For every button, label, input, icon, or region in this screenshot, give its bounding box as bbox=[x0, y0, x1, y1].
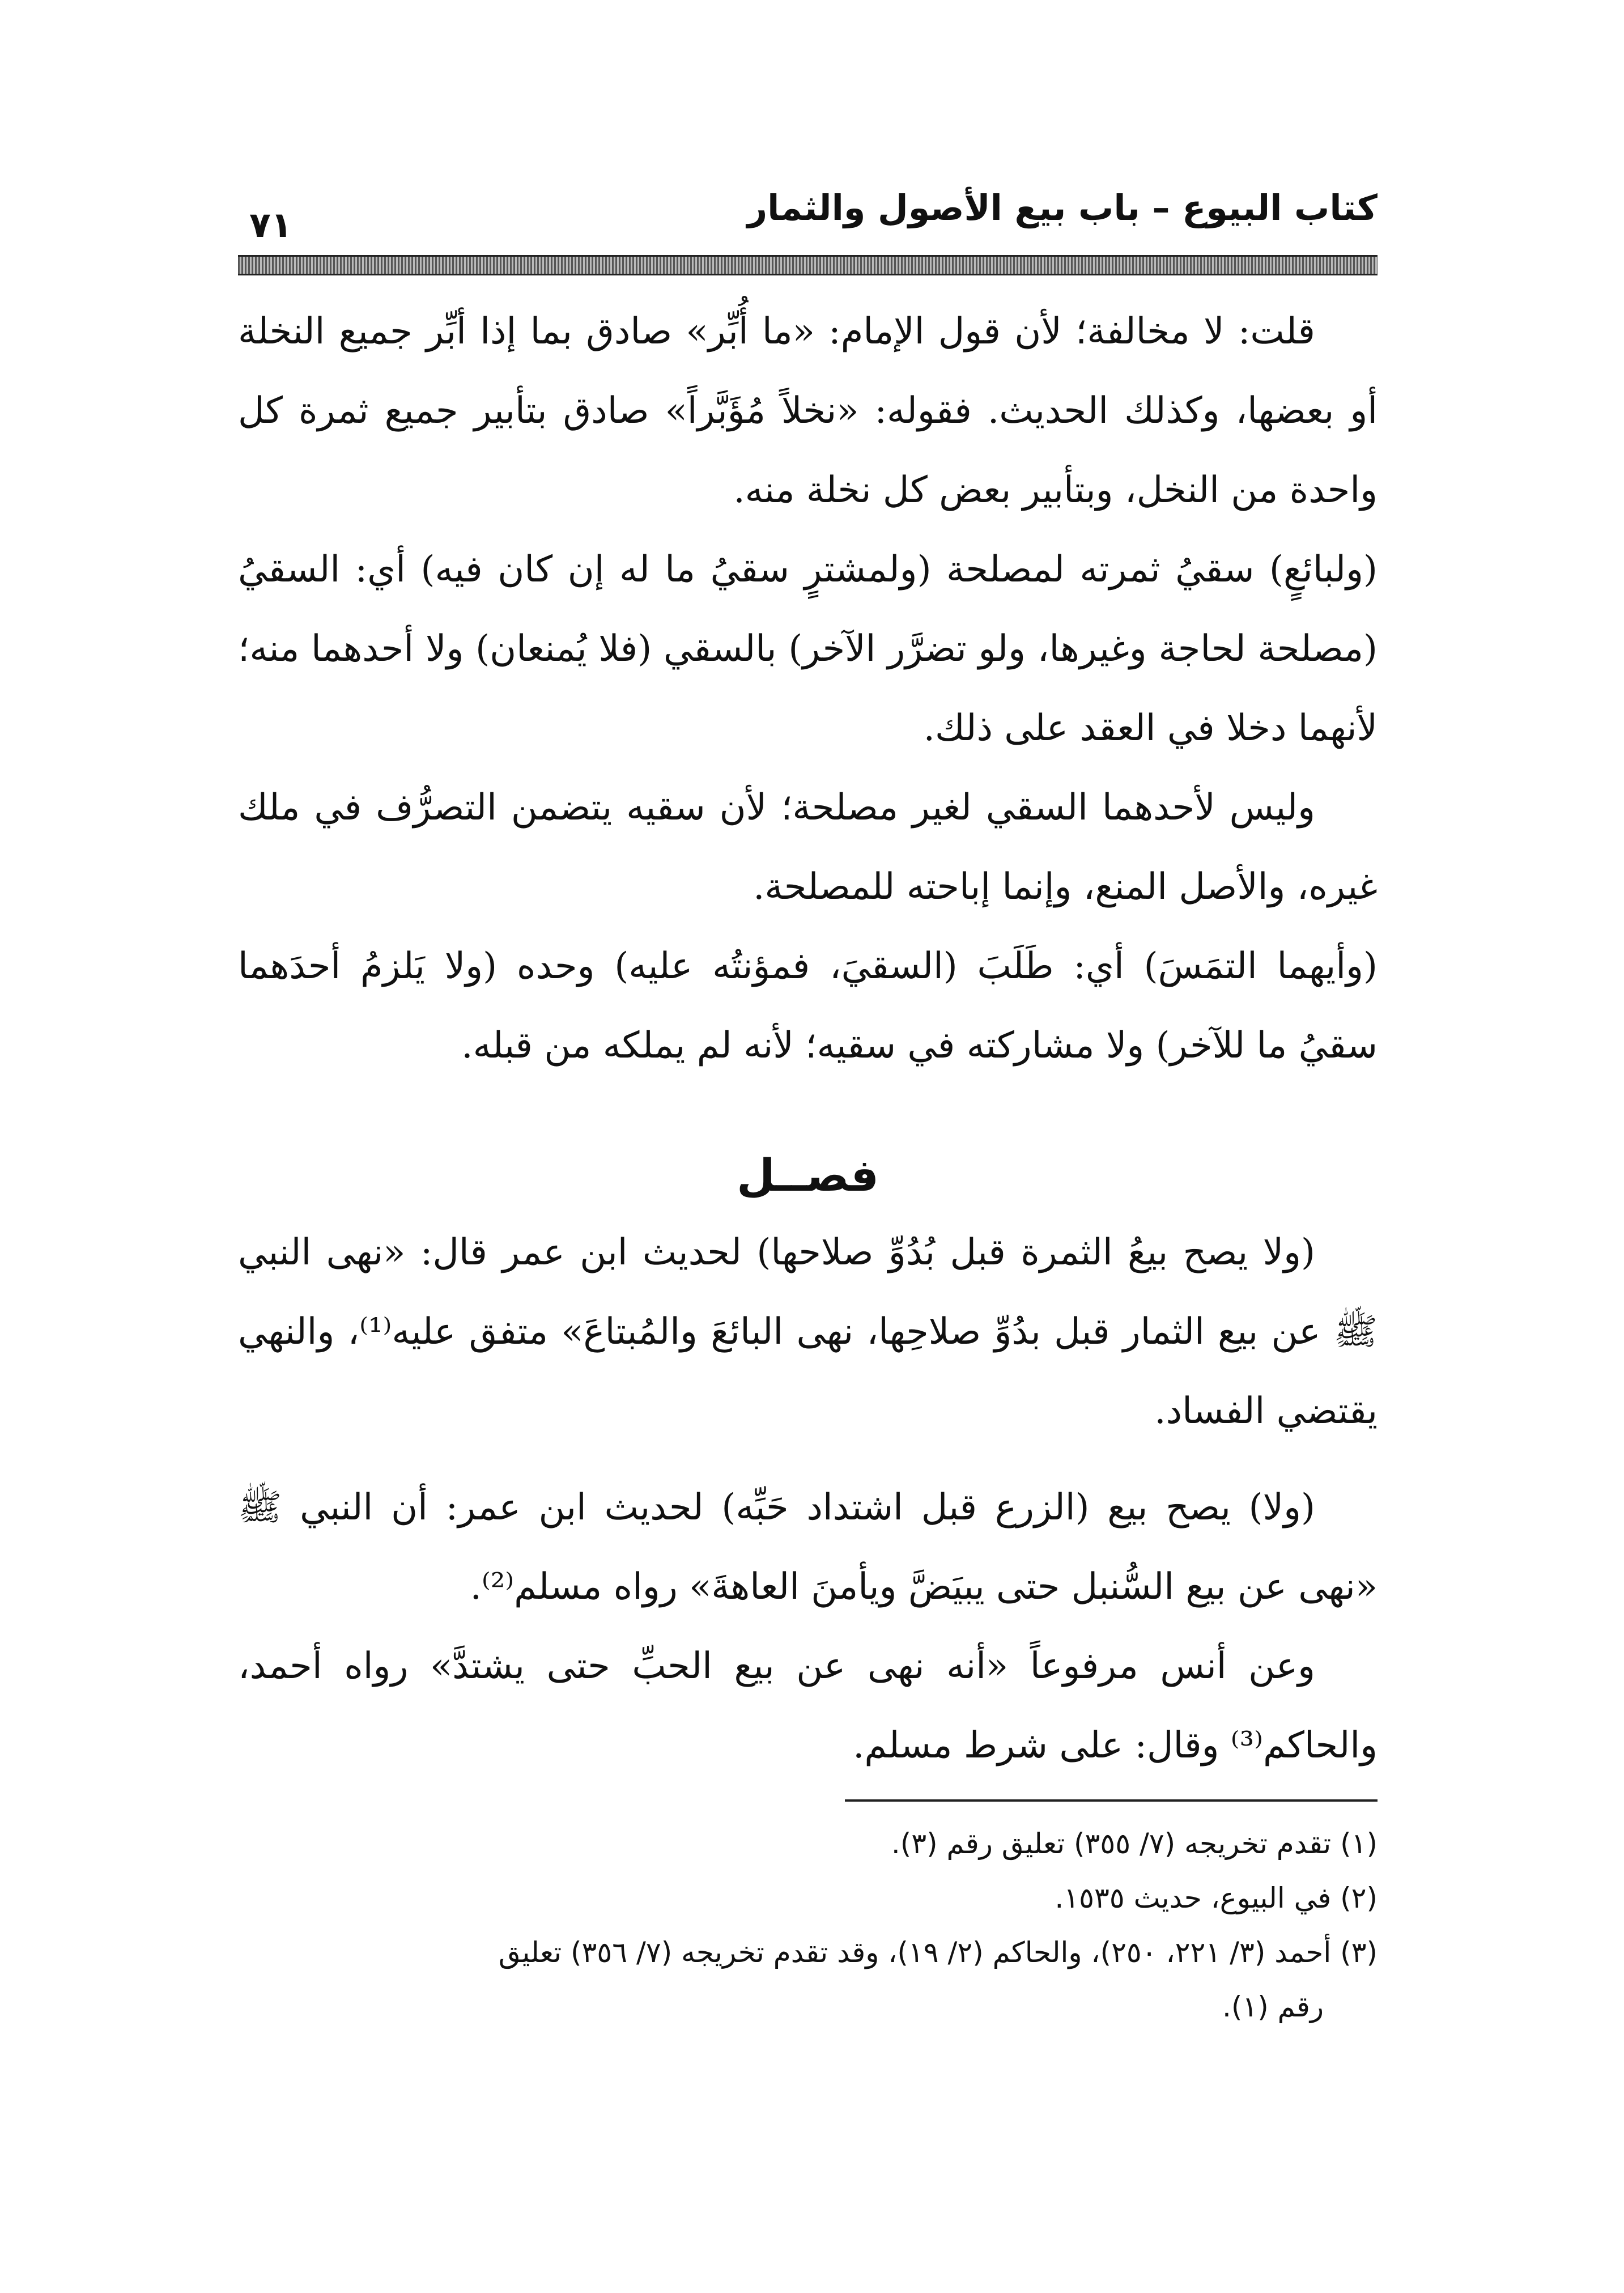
paragraph-3: وليس لأحدهما السقي لغير مصلحة؛ لأن سقيه يتضمن التصرُّف في ملك غيره، والأصل المنع، وإنما إباحته للمصلحة. bbox=[238, 787, 1378, 908]
header-divider bbox=[238, 255, 1378, 275]
page-number: ٧١ bbox=[249, 204, 292, 245]
section-heading: فصــل bbox=[737, 1150, 879, 1201]
paragraph-4: (وأيهما التمَسَ) أي: طَلَبَ (السقيَ، فمؤنتُه عليه) وحده (ولا يَلزمُ أحدَهما سقيُ ما للآخر) ولا مشاركته في سقيه؛ لأنه لم يملكه من قبله. bbox=[238, 945, 1378, 1067]
footnote-divider bbox=[845, 1799, 1378, 1802]
footnote-2: (٢) في البيوع، حديث ١٥٣٥. bbox=[1055, 1882, 1378, 1914]
footnote-3-continued: رقم (١). bbox=[1222, 1990, 1324, 2023]
running-header bbox=[238, 187, 1378, 255]
footnotes bbox=[238, 1816, 1378, 2034]
section-paragraph-1: (ولا يصح بيعُ الثمرة قبل بُدُوِّ صلاحها) لحديث ابن عمر قال: «نهى النبي ﷺ عن بيع الثمار قبل بدُوِّ صلاحِها، نهى البائعَ والمُبتاعَ» متفق عليه⁽¹⁾، والنهي يقتضي الفساد. bbox=[238, 1232, 1378, 1432]
paragraph-1: قلت: لا مخالفة؛ لأن قول الإمام: «ما أُبِّر» صادق بما إذا أبِّر جميع النخلة أو بعضها، وكذلك الحديث. فقوله: «نخلاً مُؤَبَّراً» صادق بتأبير جميع ثمرة كل واحدة من النخل، وبتأبير بعض كل نخلة منه. bbox=[238, 311, 1378, 511]
main-text bbox=[238, 292, 1378, 1085]
section-paragraph-2: (ولا) يصح بيع (الزرع قبل اشتداد حَبِّه) لحديث ابن عمر: أن النبي ﷺ «نهى عن بيع السُّنبل حتى يبيَضَّ ويأمنَ العاهةَ» رواه مسلم⁽²⁾. bbox=[238, 1487, 1378, 1608]
paragraph-2: (ولبائعٍ) سقيُ ثمرته لمصلحة (ولمشترٍ سقيُ ما له إن كان فيه) أي: السقيُ (مصلحة لحاجة وغيرها، ولو تضرَّر الآخر) بالسقي (فلا يُمنعان) ولا أحدهما منه؛ لأنهما دخلا في العقد على ذلك. bbox=[238, 549, 1378, 749]
footnote-1: (١) تقدم تخريجه (٧/ ٣٥٥) تعليق رقم (٣). bbox=[891, 1827, 1378, 1860]
footnote-3: (٣) أحمد (٣/ ٢٢١، ٢٥٠)، والحاكم (٢/ ١٩)، وقد تقدم تخريجه (٧/ ٣٥٦) تعليق bbox=[498, 1936, 1378, 1969]
chapter-title: كتاب البيوع – باب بيع الأصول والثمار bbox=[747, 187, 1378, 228]
section-paragraph-3: وعن أنس مرفوعاً «أنه نهى عن بيع الحبِّ حتى يشتدَّ» رواه أحمد، والحاكم⁽³⁾ وقال: على شرط مسلم. bbox=[238, 1645, 1378, 1767]
section-text bbox=[238, 1213, 1378, 1785]
